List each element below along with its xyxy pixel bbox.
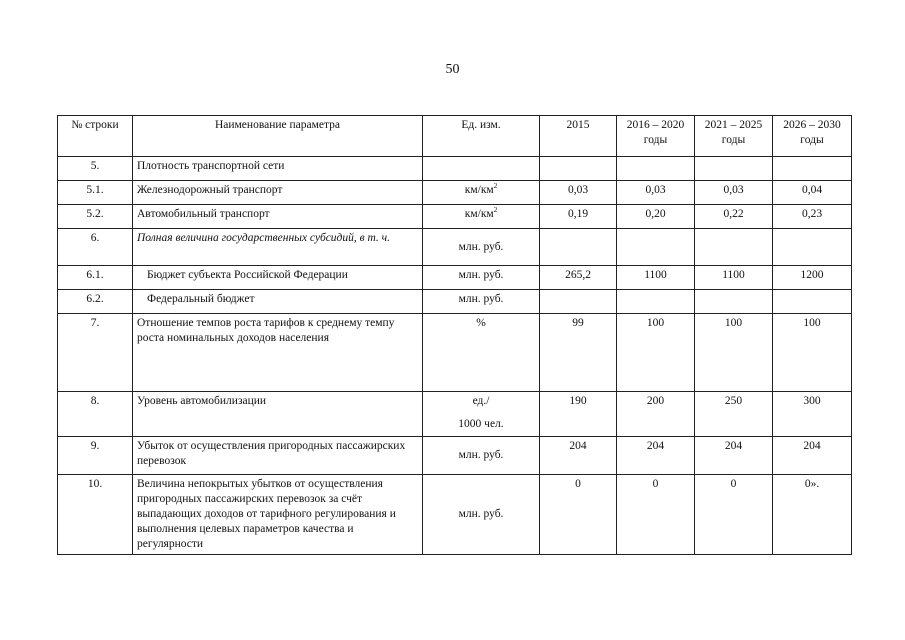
- unit-superscript: 2: [493, 206, 498, 215]
- row-number: 8.: [58, 392, 133, 437]
- value-2026-2030: [773, 229, 852, 266]
- value-2026-2030: 0».: [773, 475, 852, 555]
- unit-cell: млн. руб.: [423, 437, 540, 475]
- unit-text: км/км: [464, 208, 494, 220]
- table-row: [58, 314, 852, 392]
- parameter-name: Убыток от осуществления пригородных пассажирских перевозок: [133, 437, 423, 475]
- value-2021-2025: 0,03: [695, 181, 773, 205]
- table-row: [58, 157, 852, 181]
- page-number: 50: [445, 62, 460, 77]
- table-row: [58, 437, 852, 475]
- parameter-name: Отношение темпов роста тарифов к среднему темпу роста номинальных доходов населения: [133, 314, 423, 392]
- table-row: [58, 475, 852, 555]
- unit-cell: млн. руб.: [423, 475, 540, 555]
- value-2021-2025: 1100: [695, 266, 773, 290]
- value-2015: [540, 157, 617, 181]
- value-2026-2030: [773, 290, 852, 314]
- unit-cell: [423, 181, 540, 205]
- row-number: 7.: [58, 314, 133, 392]
- parameter-name: Федеральный бюджет: [133, 290, 423, 314]
- unit-superscript: 2: [493, 182, 498, 191]
- table-row: [58, 229, 852, 266]
- value-2016-2020: 100: [617, 314, 695, 392]
- value-2026-2030: 300: [773, 392, 852, 437]
- table-row: [58, 392, 852, 437]
- value-2026-2030: [773, 157, 852, 181]
- header-2016-2020: 2016 – 2020 годы: [617, 116, 695, 157]
- value-2021-2025: 204: [695, 437, 773, 475]
- unit-text-line2: 1000 чел.: [458, 417, 504, 430]
- header-parameter-name: Наименование параметра: [133, 116, 423, 157]
- table-row: [58, 205, 852, 229]
- parameter-name: Автомобильный транспорт: [133, 205, 423, 229]
- value-2015: 265,2: [540, 266, 617, 290]
- unit-cell: [423, 392, 540, 437]
- parameter-name: Величина непокрытых убытков от осуществления пригородных пассажирских перевозок за счёт выпадающих доходов от тарифного регулирования и выполнения целевых параметров качества и регулярности: [133, 475, 423, 555]
- header-2026-2030: 2026 – 2030 годы: [773, 116, 852, 157]
- parameters-table: [57, 115, 852, 555]
- row-number: 6.2.: [58, 290, 133, 314]
- value-2015: 99: [540, 314, 617, 392]
- parameter-name: Уровень автомобилизации: [133, 392, 423, 437]
- value-2026-2030: 100: [773, 314, 852, 392]
- table-row: [58, 290, 852, 314]
- value-2016-2020: 0,20: [617, 205, 695, 229]
- value-2016-2020: 0,03: [617, 181, 695, 205]
- value-2015: 0: [540, 475, 617, 555]
- value-2021-2025: 250: [695, 392, 773, 437]
- row-number: 6.1.: [58, 266, 133, 290]
- row-number: 5.: [58, 157, 133, 181]
- unit-cell: [423, 157, 540, 181]
- value-2016-2020: 204: [617, 437, 695, 475]
- unit-cell: млн. руб.: [423, 290, 540, 314]
- value-2016-2020: [617, 229, 695, 266]
- value-2021-2025: [695, 290, 773, 314]
- row-number: 5.2.: [58, 205, 133, 229]
- unit-cell: [423, 205, 540, 229]
- value-2016-2020: 1100: [617, 266, 695, 290]
- value-2026-2030: 0,04: [773, 181, 852, 205]
- value-2016-2020: 0: [617, 475, 695, 555]
- header-2021-2025: 2021 – 2025 годы: [695, 116, 773, 157]
- value-2021-2025: [695, 157, 773, 181]
- value-2026-2030: 0,23: [773, 205, 852, 229]
- value-2021-2025: 100: [695, 314, 773, 392]
- value-2026-2030: 204: [773, 437, 852, 475]
- value-2015: 204: [540, 437, 617, 475]
- value-2021-2025: 0: [695, 475, 773, 555]
- unit-cell: млн. руб.: [423, 229, 540, 266]
- unit-text: ед./: [472, 395, 490, 407]
- header-unit: Ед. изм.: [423, 116, 540, 157]
- table-row: [58, 181, 852, 205]
- parameter-name: Плотность транспортной сети: [133, 157, 423, 181]
- table-row: [58, 266, 852, 290]
- value-2015: [540, 290, 617, 314]
- value-2016-2020: [617, 290, 695, 314]
- row-number: 9.: [58, 437, 133, 475]
- value-2015: 0,03: [540, 181, 617, 205]
- row-number: 6.: [58, 229, 133, 266]
- parameter-name: Железнодорожный транспорт: [133, 181, 423, 205]
- value-2015: 190: [540, 392, 617, 437]
- row-number: 5.1.: [58, 181, 133, 205]
- value-2015: [540, 229, 617, 266]
- unit-text: км/км: [464, 184, 494, 196]
- value-2015: 0,19: [540, 205, 617, 229]
- row-number: 10.: [58, 475, 133, 555]
- unit-cell: %: [423, 314, 540, 392]
- parameter-name: Бюджет субъекта Российской Федерации: [133, 266, 423, 290]
- value-2021-2025: 0,22: [695, 205, 773, 229]
- header-2015: 2015: [540, 116, 617, 157]
- parameter-name: Полная величина государственных субсидий, в т. ч.: [133, 229, 423, 266]
- value-2016-2020: 200: [617, 392, 695, 437]
- table-header-row: [58, 116, 852, 157]
- value-2016-2020: [617, 157, 695, 181]
- value-2021-2025: [695, 229, 773, 266]
- header-row-number: № строки: [58, 116, 133, 157]
- unit-cell: млн. руб.: [423, 266, 540, 290]
- value-2026-2030: 1200: [773, 266, 852, 290]
